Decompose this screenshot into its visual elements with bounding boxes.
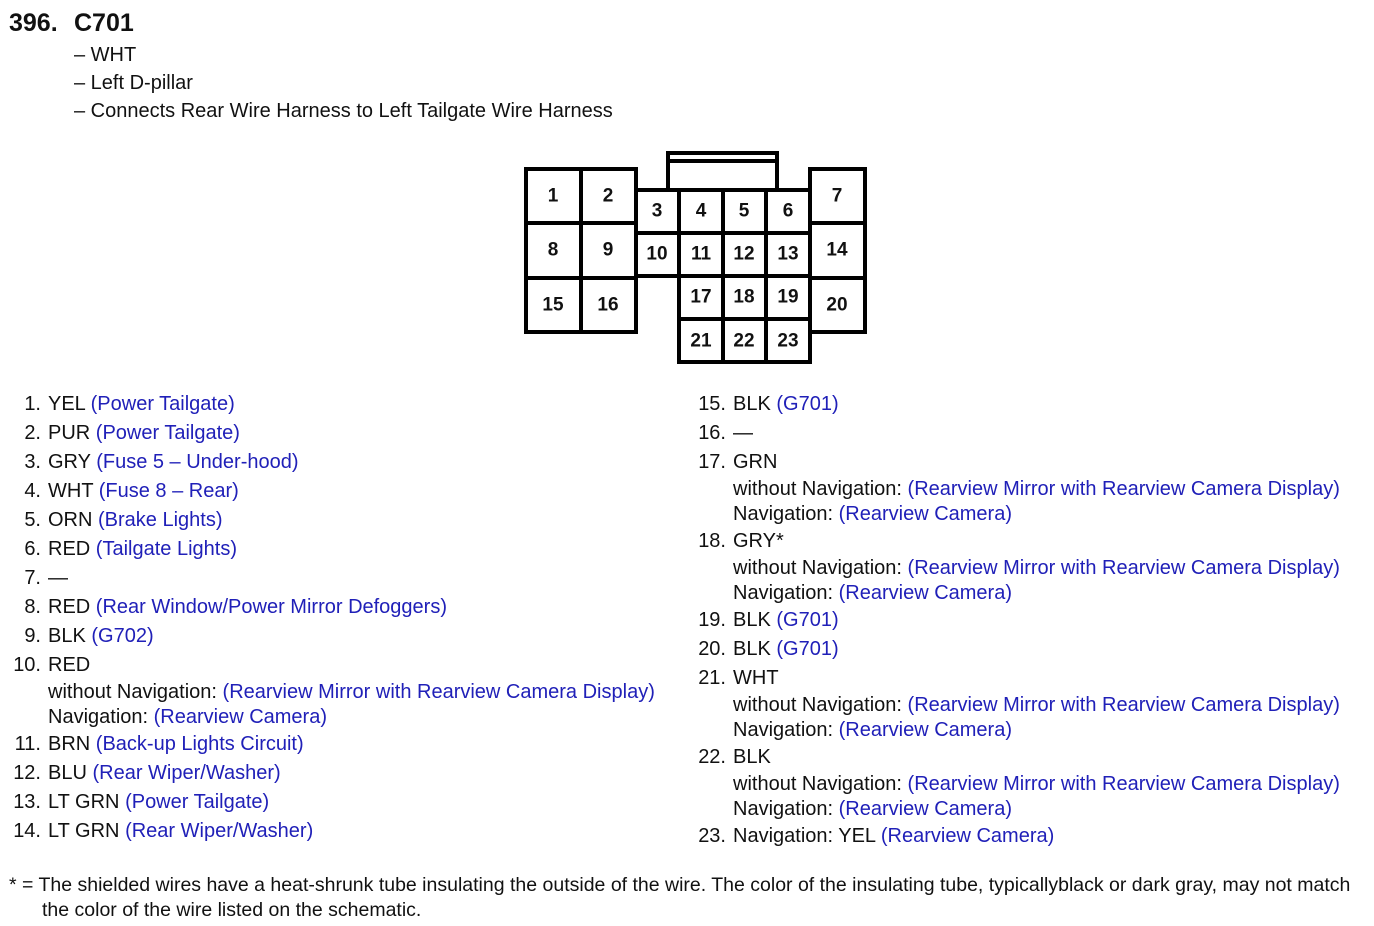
circuit-link: (Power Tailgate)	[125, 791, 270, 813]
circuit-link: (G702)	[91, 625, 154, 647]
circuit-link: (Fuse 5 – Under-hood)	[96, 451, 299, 473]
pin-main-line	[48, 759, 689, 788]
pin-entry	[9, 622, 689, 651]
pin-number: 4.	[24, 480, 41, 502]
pin-number: 19.	[698, 609, 726, 631]
wire-color: YEL	[48, 393, 86, 415]
pin-entry	[9, 593, 689, 622]
pin-main-line	[48, 622, 689, 651]
pin-label: 22	[733, 330, 755, 352]
variant-label: without Navigation:	[733, 478, 902, 500]
pin-label: 20	[826, 294, 848, 316]
wire-color: BLU	[48, 762, 87, 784]
variant-label: Navigation:	[733, 798, 834, 820]
circuit-link: (Rear Wiper/Washer)	[125, 820, 314, 842]
pin-number: 3.	[24, 451, 41, 473]
pin-main-line	[48, 419, 689, 448]
without-navigation-line	[48, 680, 689, 705]
variant-label: Navigation:	[48, 706, 149, 728]
pin-label: 4	[695, 200, 707, 222]
connector-id: C701	[74, 9, 134, 37]
pin-entry	[9, 759, 689, 788]
pin-entry	[694, 635, 1374, 664]
without-navigation-line	[733, 477, 1374, 502]
pin-label: 3	[651, 200, 663, 222]
pin-label: 15	[542, 294, 564, 316]
wire-color: GRY*	[733, 530, 784, 552]
pin-entry	[9, 477, 689, 506]
variant-label: Navigation:	[733, 503, 834, 525]
pin-label: 1	[547, 185, 559, 207]
connector-color: – WHT	[74, 44, 137, 66]
pin-number: 5.	[24, 509, 41, 531]
pin-entry	[694, 527, 1374, 606]
pin-number: 8.	[24, 596, 41, 618]
wire-color: RED	[48, 654, 91, 676]
pin-label: 19	[777, 286, 799, 308]
pin-label: 18	[733, 286, 755, 308]
pin-main-line	[733, 822, 1374, 851]
pin-entry	[9, 564, 689, 593]
pin-number: 2.	[24, 422, 41, 444]
circuit-link: (Rearview Camera)	[838, 503, 1012, 525]
circuit-link: (Back-up Lights Circuit)	[95, 733, 304, 755]
circuit-link: (Rearview Camera)	[153, 706, 327, 728]
pin-main-line	[48, 651, 689, 680]
pin-number: 11.	[14, 733, 41, 755]
pin-number: 21.	[698, 667, 726, 689]
wire-color: BLK	[733, 746, 771, 768]
pin-entry	[9, 506, 689, 535]
variant-label: without Navigation:	[733, 557, 902, 579]
circuit-link: (Tailgate Lights)	[95, 538, 237, 560]
pin-label: 7	[831, 185, 843, 207]
pin-main-line	[48, 448, 689, 477]
wire-color: BLK	[733, 638, 771, 660]
footnote-text: * = The shielded wires have a heat-shrunk tube insulating the outside of the wire. The color of the insulating tube, typicallyblack or dark gray, may not match the color of the wire listed on the schematic.	[9, 874, 1351, 921]
pin-label: 11	[690, 243, 712, 265]
variant-label: without Navigation:	[733, 773, 902, 795]
circuit-link: (Rearview Mirror with Rearview Camera Display)	[907, 557, 1340, 579]
pin-number: 18.	[698, 530, 726, 552]
pin-entry	[694, 390, 1374, 419]
pin-number: 22.	[698, 746, 726, 768]
pin-label: 12	[733, 243, 755, 265]
wire-color: BLK	[48, 625, 86, 647]
wire-color: WHT	[733, 667, 779, 689]
pin-main-line	[48, 390, 689, 419]
pin-number: 15.	[698, 393, 726, 415]
pin-label: 14	[826, 239, 848, 261]
pin-entry	[694, 448, 1374, 527]
pin-entry	[9, 788, 689, 817]
pin-list-right	[694, 390, 1374, 851]
pin-entry	[9, 419, 689, 448]
circuit-link: (Rearview Camera)	[880, 825, 1055, 847]
navigation-line	[48, 705, 689, 730]
wire-color: BRN	[48, 733, 91, 755]
wire-color: GRY	[48, 451, 91, 473]
pin-entry	[9, 390, 689, 419]
pin-main-line	[733, 606, 1374, 635]
pin-main-line	[733, 419, 1374, 448]
pin-main-line	[733, 743, 1374, 772]
pin-number: 20.	[698, 638, 726, 660]
pin-number: 7.	[24, 567, 41, 589]
pin-main-line	[733, 390, 1374, 419]
pin-entry	[9, 817, 689, 846]
circuit-link: (Rearview Camera)	[838, 798, 1012, 820]
circuit-link: (Rearview Mirror with Rearview Camera Display)	[907, 694, 1340, 716]
variant-label: without Navigation:	[48, 681, 217, 703]
circuit-link: (Rearview Mirror with Rearview Camera Display)	[907, 773, 1340, 795]
pin-entry	[694, 419, 1374, 448]
navigation-line	[733, 718, 1374, 743]
variant-label: Navigation:	[733, 719, 834, 741]
pin-number: 12.	[13, 762, 41, 784]
without-navigation-line	[733, 772, 1374, 797]
pin-number: 10.	[13, 654, 41, 676]
circuit-link: (Rear Wiper/Washer)	[92, 762, 281, 784]
pin-label: 5	[738, 200, 750, 222]
pin-label: 13	[777, 243, 799, 265]
pin-label: 9	[602, 239, 614, 261]
pin-main-line	[48, 730, 689, 759]
pin-label: 16	[597, 294, 619, 316]
wire-color: —	[48, 567, 68, 589]
navigation-line	[733, 797, 1374, 822]
circuit-link: (Rearview Mirror with Rearview Camera Display)	[222, 681, 655, 703]
pin-entry	[694, 743, 1374, 822]
pin-entry	[9, 730, 689, 759]
pin-main-line	[48, 593, 689, 622]
pin-label: 6	[782, 200, 794, 222]
pin-label: 21	[690, 330, 712, 352]
pin-number: 13.	[13, 791, 41, 813]
pin-entry	[694, 664, 1374, 743]
pin-entry	[9, 448, 689, 477]
wire-color: LT GRN	[48, 791, 120, 813]
pin-number: 6.	[24, 538, 41, 560]
navigation-line	[733, 502, 1374, 527]
pin-main-line	[48, 817, 689, 846]
pin-label: 8	[547, 239, 559, 261]
without-navigation-line	[733, 556, 1374, 581]
pin-main-line	[48, 506, 689, 535]
wire-color: ORN	[48, 509, 93, 531]
pin-number: 16.	[698, 422, 726, 444]
wire-color: Navigation: YEL	[733, 825, 876, 847]
pin-label: 10	[646, 243, 668, 265]
pin-entry	[9, 651, 689, 730]
wire-color: GRN	[733, 451, 778, 473]
pin-number: 23.	[698, 825, 726, 847]
wire-color: —	[733, 422, 753, 444]
pin-main-line	[48, 535, 689, 564]
pin-main-line	[733, 664, 1374, 693]
pin-number: 14.	[13, 820, 41, 842]
circuit-link: (Rearview Camera)	[838, 582, 1012, 604]
pin-number: 17.	[698, 451, 726, 473]
circuit-link: (G701)	[776, 393, 839, 415]
pin-main-line	[48, 788, 689, 817]
pin-entry	[694, 822, 1374, 851]
circuit-link: (Fuse 8 – Rear)	[98, 480, 239, 502]
connector-latch	[668, 153, 777, 190]
variant-label: without Navigation:	[733, 694, 902, 716]
pin-list-left	[9, 390, 689, 846]
circuit-link: (Rearview Mirror with Rearview Camera Display)	[907, 478, 1340, 500]
footnote	[9, 873, 1364, 923]
pin-main-line	[48, 477, 689, 506]
pin-label: 2	[602, 185, 614, 207]
wire-color: WHT	[48, 480, 94, 502]
wire-color: BLK	[733, 609, 771, 631]
without-navigation-line	[733, 693, 1374, 718]
pin-main-line	[733, 635, 1374, 664]
pin-main-line	[48, 564, 689, 593]
connector-description: – Connects Rear Wire Harness to Left Tailgate Wire Harness	[74, 100, 613, 122]
pin-entry	[694, 606, 1374, 635]
circuit-link: (G701)	[776, 609, 839, 631]
circuit-link: (Power Tailgate)	[90, 393, 235, 415]
variant-label: Navigation:	[733, 582, 834, 604]
pin-number: 1.	[24, 393, 41, 415]
section-number: 396.	[9, 9, 58, 37]
pin-number: 9.	[24, 625, 41, 647]
circuit-link: (G701)	[776, 638, 839, 660]
navigation-line	[733, 581, 1374, 606]
circuit-link: (Rearview Camera)	[838, 719, 1012, 741]
connector-pin-labels	[542, 186, 848, 352]
circuit-link: (Power Tailgate)	[95, 422, 240, 444]
wire-color: RED	[48, 596, 91, 618]
circuit-link: (Rear Window/Power Mirror Defoggers)	[95, 596, 447, 618]
connector-location: – Left D-pillar	[74, 72, 193, 94]
connector-face-diagram	[0, 0, 1374, 380]
wire-color: PUR	[48, 422, 91, 444]
circuit-link: (Brake Lights)	[98, 509, 223, 531]
wire-color: RED	[48, 538, 91, 560]
wire-color: LT GRN	[48, 820, 120, 842]
pin-label: 17	[690, 286, 712, 308]
pin-entry	[9, 535, 689, 564]
pin-main-line	[733, 448, 1374, 477]
pin-label: 23	[777, 330, 799, 352]
wire-color: BLK	[733, 393, 771, 415]
pin-main-line	[733, 527, 1374, 556]
